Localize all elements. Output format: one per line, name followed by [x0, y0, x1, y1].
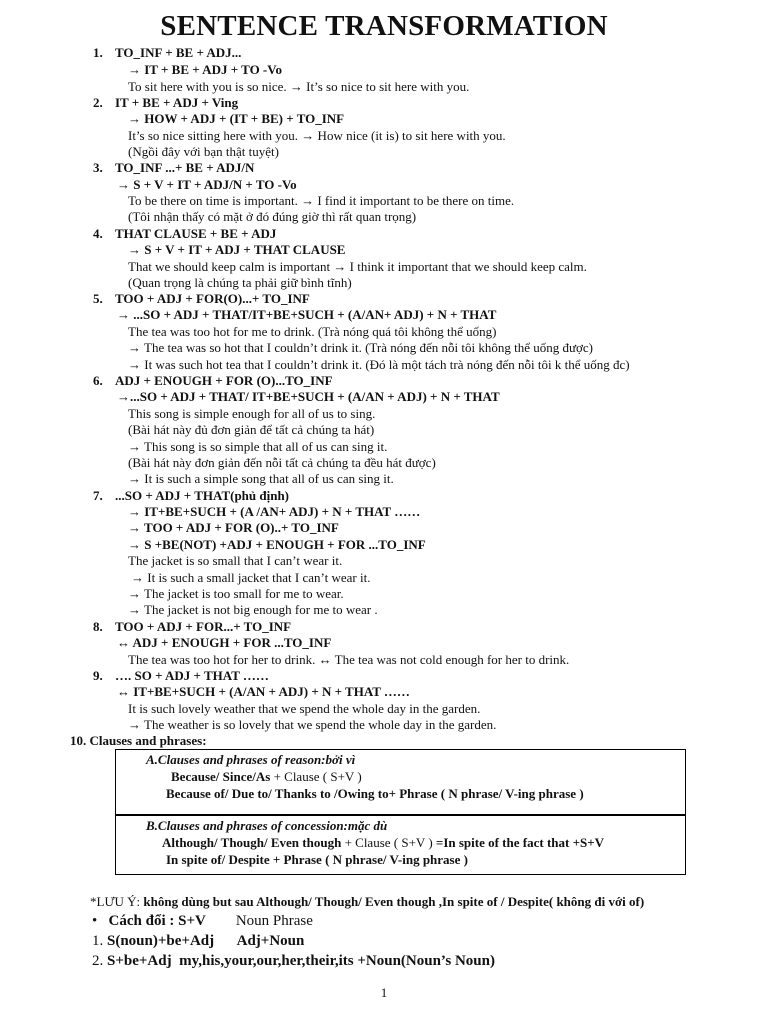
- rule-2-line: [92, 952, 495, 971]
- item-4-formula: THAT CLAUSE + BE + ADJ: [115, 226, 277, 241]
- item-3-number: 3.: [93, 160, 103, 175]
- item-6-translation: (Bài hát này đủ đơn giản để tất cả chúng ta hát): [128, 422, 375, 437]
- reason-box-title: A.Clauses and phrases of reason:bởi vì: [146, 752, 356, 767]
- reason-conjunctions: Because/ Since/As: [171, 769, 271, 784]
- item-7-formula: ...SO + ADJ + THAT(phủ định): [115, 488, 290, 503]
- conversion-label: Cách đổi: [108, 913, 166, 929]
- reason-clause-structure: + Clause ( S+V ): [270, 769, 362, 784]
- note-text: không dùng but sau Although/ Though/ Even though ,In spite of / Despite( không đi với of): [143, 894, 645, 909]
- concession-box-title: B.Clauses and phrases of concession:mặc dù: [146, 818, 388, 833]
- item-7-transform-3: → S +BE(NOT) +ADJ + ENOUGH + FOR ...TO_INF: [128, 537, 426, 552]
- item-2-number: 2.: [93, 95, 103, 110]
- item-7-example: The jacket is so small that I can’t wear it.: [128, 553, 343, 568]
- item-2-transform: → HOW + ADJ + (IT + BE) + TO_INF: [128, 111, 345, 126]
- page-title: SENTENCE TRANSFORMATION: [160, 10, 608, 42]
- item-7-number: 7.: [93, 488, 103, 503]
- item-5-example-3: → It was such hot tea that I couldn’t drink it. (Đó là một tách trà nóng đến nỗi tôi k thể uống đc): [128, 357, 630, 372]
- item-1-heading: [93, 45, 241, 60]
- item-1-transform: → IT + BE + ADJ + TO -Vo: [128, 62, 282, 77]
- item-7-example-2: → It is such a small jacket that I can’t wear it.: [131, 570, 371, 585]
- item-4-number: 4.: [93, 226, 103, 241]
- item-6-transform: →...SO + ADJ + THAT/ IT+BE+SUCH + (A/AN + ADJ) + N + THAT: [117, 389, 500, 404]
- item-1-number: 1.: [93, 45, 103, 60]
- item-9-heading: [93, 668, 269, 683]
- item-3-translation: (Tôi nhận thấy có mặt ở đó đúng giờ thì rất quan trọng): [128, 209, 417, 224]
- concession-conjunctions: Although/ Though/ Even though: [162, 835, 342, 850]
- item-8-number: 8.: [93, 619, 103, 634]
- rule-2-number: 2.: [92, 953, 104, 969]
- item-5-example: The tea was too hot for me to drink. (Trà nóng quá tôi không thể uống): [128, 324, 497, 339]
- item-9-formula: …. SO + ADJ + THAT ……: [115, 668, 269, 683]
- concession-clause-line: [162, 835, 604, 850]
- rule-2-source: S+be+Adj: [107, 953, 172, 969]
- item-1-formula: TO_INF + BE + ADJ...: [115, 45, 242, 60]
- reason-clause-line: [171, 769, 362, 784]
- item-4-translation: (Quan trọng là chúng ta phải giữ bình tĩnh): [128, 275, 352, 290]
- item-9-example: It is such lovely weather that we spend the whole day in the garden.: [128, 701, 481, 716]
- rule-1-target: Adj+Noun: [236, 933, 305, 949]
- item-3-formula: TO_INF ...+ BE + ADJ/N: [115, 160, 255, 175]
- note-line: [90, 894, 644, 910]
- item-8-formula: TOO + ADJ + FOR...+ TO_INF: [115, 619, 292, 634]
- section-10-heading: 10. Clauses and phrases:: [70, 733, 207, 748]
- item-7-transform-1: → IT+BE+SUCH + (A /AN+ ADJ) + N + THAT ……: [128, 504, 421, 519]
- item-6-example: This song is simple enough for all of us to sing.: [128, 406, 376, 421]
- item-6-number: 6.: [93, 373, 103, 388]
- concession-box: [115, 815, 686, 875]
- item-3-transform: → S + V + IT + ADJ/N + TO -Vo: [117, 177, 297, 192]
- note-prefix: *LƯU Ý:: [90, 894, 144, 909]
- item-8-transform: ↔ ADJ + ENOUGH + FOR ...TO_INF: [117, 635, 332, 650]
- item-6-translation-2: (Bài hát này đơn giản đến nỗi tất cả chúng ta đều hát được): [128, 455, 436, 470]
- concession-clause-structure: + Clause ( S+V ): [341, 835, 436, 850]
- page-number: 1: [380, 985, 388, 1000]
- item-5-formula: TOO + ADJ + FOR(O)...+ TO_INF: [115, 291, 310, 306]
- item-5-number: 5.: [93, 291, 103, 306]
- bullet-icon: •: [92, 913, 98, 929]
- item-9-transform: ↔ IT+BE+SUCH + (A/AN + ADJ) + N + THAT ……: [117, 684, 410, 699]
- rule-1-number: 1.: [92, 933, 104, 949]
- item-9-number: 9.: [93, 668, 103, 683]
- item-6-example-3: → It is such a simple song that all of us can sing it.: [128, 471, 394, 486]
- item-5-transform: → ...SO + ADJ + THAT/IT+BE+SUCH + (A/AN+ ADJ) + N + THAT: [117, 307, 497, 322]
- conversion-target: Noun Phrase: [235, 913, 313, 929]
- item-4-example: That we should keep calm is important → I think it important that we should keep calm.: [128, 259, 587, 274]
- reason-phrase-structure: Because of/ Due to/ Thanks to /Owing to+ Phrase ( N phrase/ V-ing phrase ): [166, 786, 584, 801]
- item-2-example: It’s so nice sitting here with you. → How nice (it is) to sit here with you.: [128, 128, 506, 143]
- item-7-heading: [93, 488, 289, 503]
- item-7-transform-2: → TOO + ADJ + FOR (O)..+ TO_INF: [128, 520, 339, 535]
- item-2-translation: (Ngồi đây với bạn thật tuyệt): [128, 144, 279, 159]
- concession-phrase-line: [166, 852, 468, 868]
- conversion-source: : S+V: [165, 913, 206, 929]
- item-4-heading: [93, 226, 276, 241]
- item-3-heading: [93, 160, 254, 175]
- rule-1-line: [92, 932, 304, 951]
- reason-box: [115, 749, 686, 815]
- item-7-example-3: → The jacket is too small for me to wear.: [128, 586, 344, 601]
- conversion-rule-line: [92, 912, 313, 931]
- item-7-example-4: → The jacket is not big enough for me to wear .: [128, 602, 378, 617]
- item-6-heading: [93, 373, 333, 388]
- item-2-heading: [93, 95, 238, 110]
- concession-fact-structure: =In spite of the fact that +S+V: [435, 835, 605, 850]
- concession-phrase-structure: In spite of/ Despite + Phrase ( N phrase/ V-ing phrase ): [166, 852, 468, 867]
- item-4-transform: → S + V + IT + ADJ + THAT CLAUSE: [128, 242, 346, 257]
- item-5-heading: [93, 291, 310, 306]
- item-9-example-2: → The weather is so lovely that we spend the whole day in the garden.: [128, 717, 497, 732]
- item-8-heading: [93, 619, 291, 634]
- item-6-example-2: → This song is so simple that all of us can sing it.: [128, 439, 388, 454]
- rule-2-target: my,his,your,our,her,their,its +Noun(Noun’s Noun): [179, 953, 495, 969]
- item-6-formula: ADJ + ENOUGH + FOR (O)...TO_INF: [115, 373, 333, 388]
- rule-1-source: S(noun)+be+Adj: [107, 933, 215, 949]
- item-1-example: To sit here with you is so nice. → It’s so nice to sit here with you.: [128, 79, 470, 94]
- reason-phrase-line: [166, 786, 584, 802]
- item-3-example: To be there on time is important. → I find it important to be there on time.: [128, 193, 515, 208]
- item-8-example: The tea was too hot for her to drink. ↔ The tea was not cold enough for her to drink.: [128, 652, 570, 667]
- item-5-example-2: → The tea was so hot that I couldn’t drink it. (Trà nóng đến nỗi tôi không thể uống được): [128, 340, 594, 355]
- item-2-formula: IT + BE + ADJ + Ving: [115, 95, 239, 110]
